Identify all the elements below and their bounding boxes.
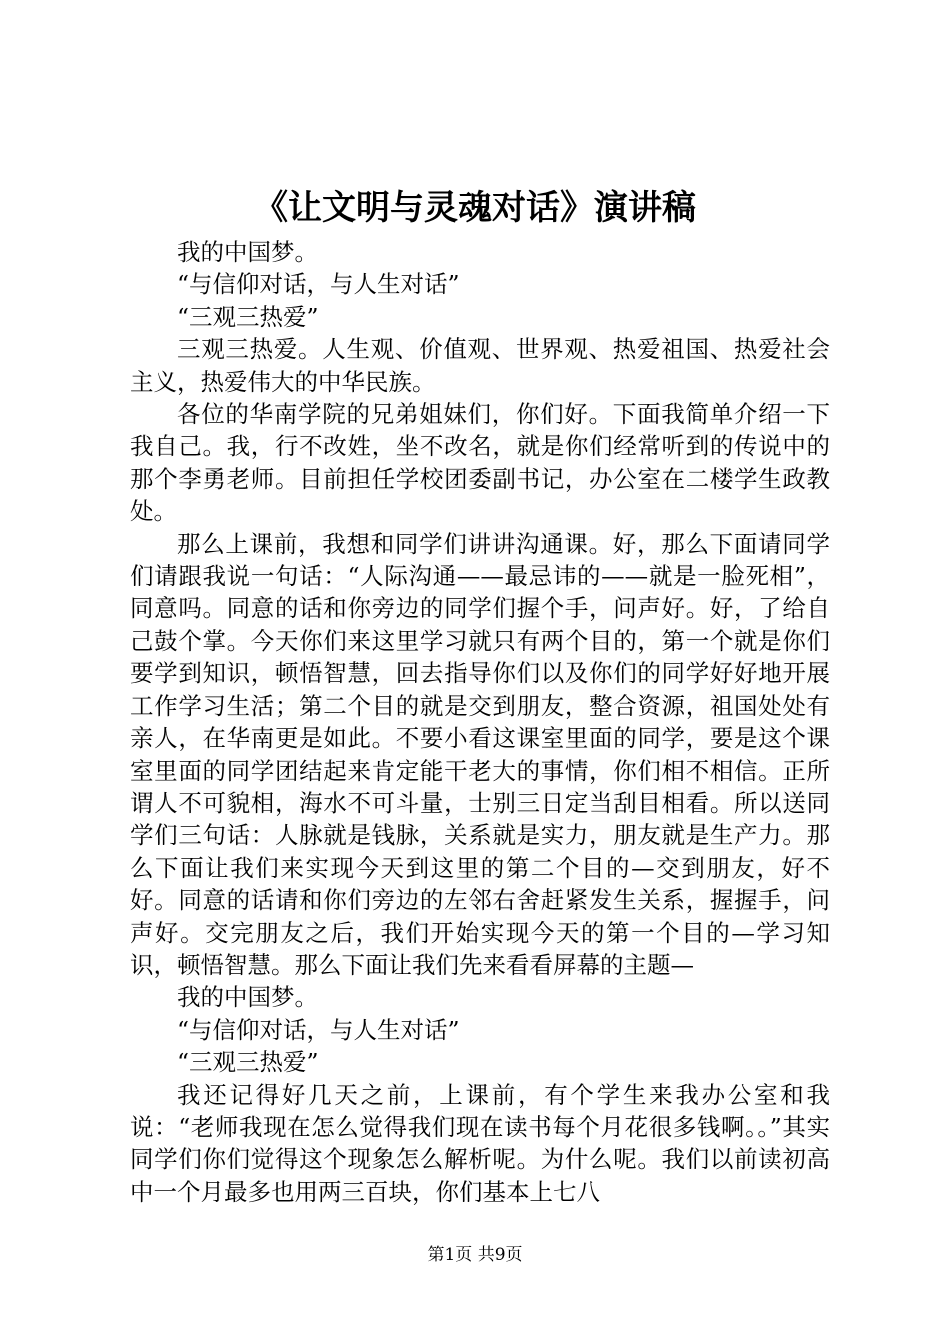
paragraph: “与信仰对话，与人生对话”: [177, 270, 460, 299]
paragraph: 各位的华南学院的兄弟姐妹们，你们好。下面我简单介绍一下我自己。我，行不改姓，坐不改名，就是你们经常听到的传说中的那个李勇老师。目前担任学校团委副书记，办公室在二楼学生政教处。: [130, 400, 830, 526]
paragraph: 那么上课前，我想和同学们讲讲沟通课。好，那么下面请同学们请跟我说一句话：“人际沟通——最忌讳的——就是一脸死相”，同意吗。同意的话和你旁边的同学们握个手，问声好。好，了给自己鼓个掌。今天你们来这里学习就只有两个目的，第一个就是你们要学到知识，顿悟智慧，回去指导你们以及你们的同学好好地开展工作学习生活；第二个目的就是交到朋友，整合资源，祖国处处有亲人，在华南更是如此。不要小看这课室里面的同学，要是这个课室里面的同学团结起来肯定能干老大的事情，你们相不相信。正所谓人不可貌相，海水不可斗量，士别三日定当刮目相看。所以送同学们三句话：人脉就是钱脉，关系就是实力，朋友就是生产力。那么下面让我们来实现今天到这里的第二个目的—交到朋友，好不好。同意的话请和你们旁边的左邻右舍赶紧发生关系，握握手，问声好。交完朋友之后，我们开始实现今天的第一个目的—学习知识，顿悟智慧。那么下面让我们先来看看屏幕的主题—: [130, 529, 830, 979]
paragraph: 三观三热爱。人生观、价值观、世界观、热爱祖国、热爱社会主义，热爱伟大的中华民族。: [130, 335, 830, 396]
page-footer: 第1页 共9页: [427, 1245, 523, 1265]
page-title: 《让文明与灵魂对话》演讲稿: [254, 188, 696, 228]
paragraph: 我的中国梦。: [177, 983, 318, 1012]
paragraph: 我还记得好几天之前，上课前，有个学生来我办公室和我说：“老师我现在怎么觉得我们现在读书每个月花很多钱啊。。”其实同学们你们觉得这个现象怎么解析呢。为什么呢。我们以前读初高中一个月最多也用两三百块，你们基本上七八: [130, 1080, 830, 1206]
document-body: [130, 236, 830, 1208]
paragraph: 我的中国梦。: [177, 238, 318, 266]
paragraph: “与信仰对话，与人生对话”: [177, 1015, 460, 1044]
paragraph: “三观三热爱”: [177, 302, 319, 331]
paragraph: “三观三热爱”: [177, 1048, 319, 1077]
